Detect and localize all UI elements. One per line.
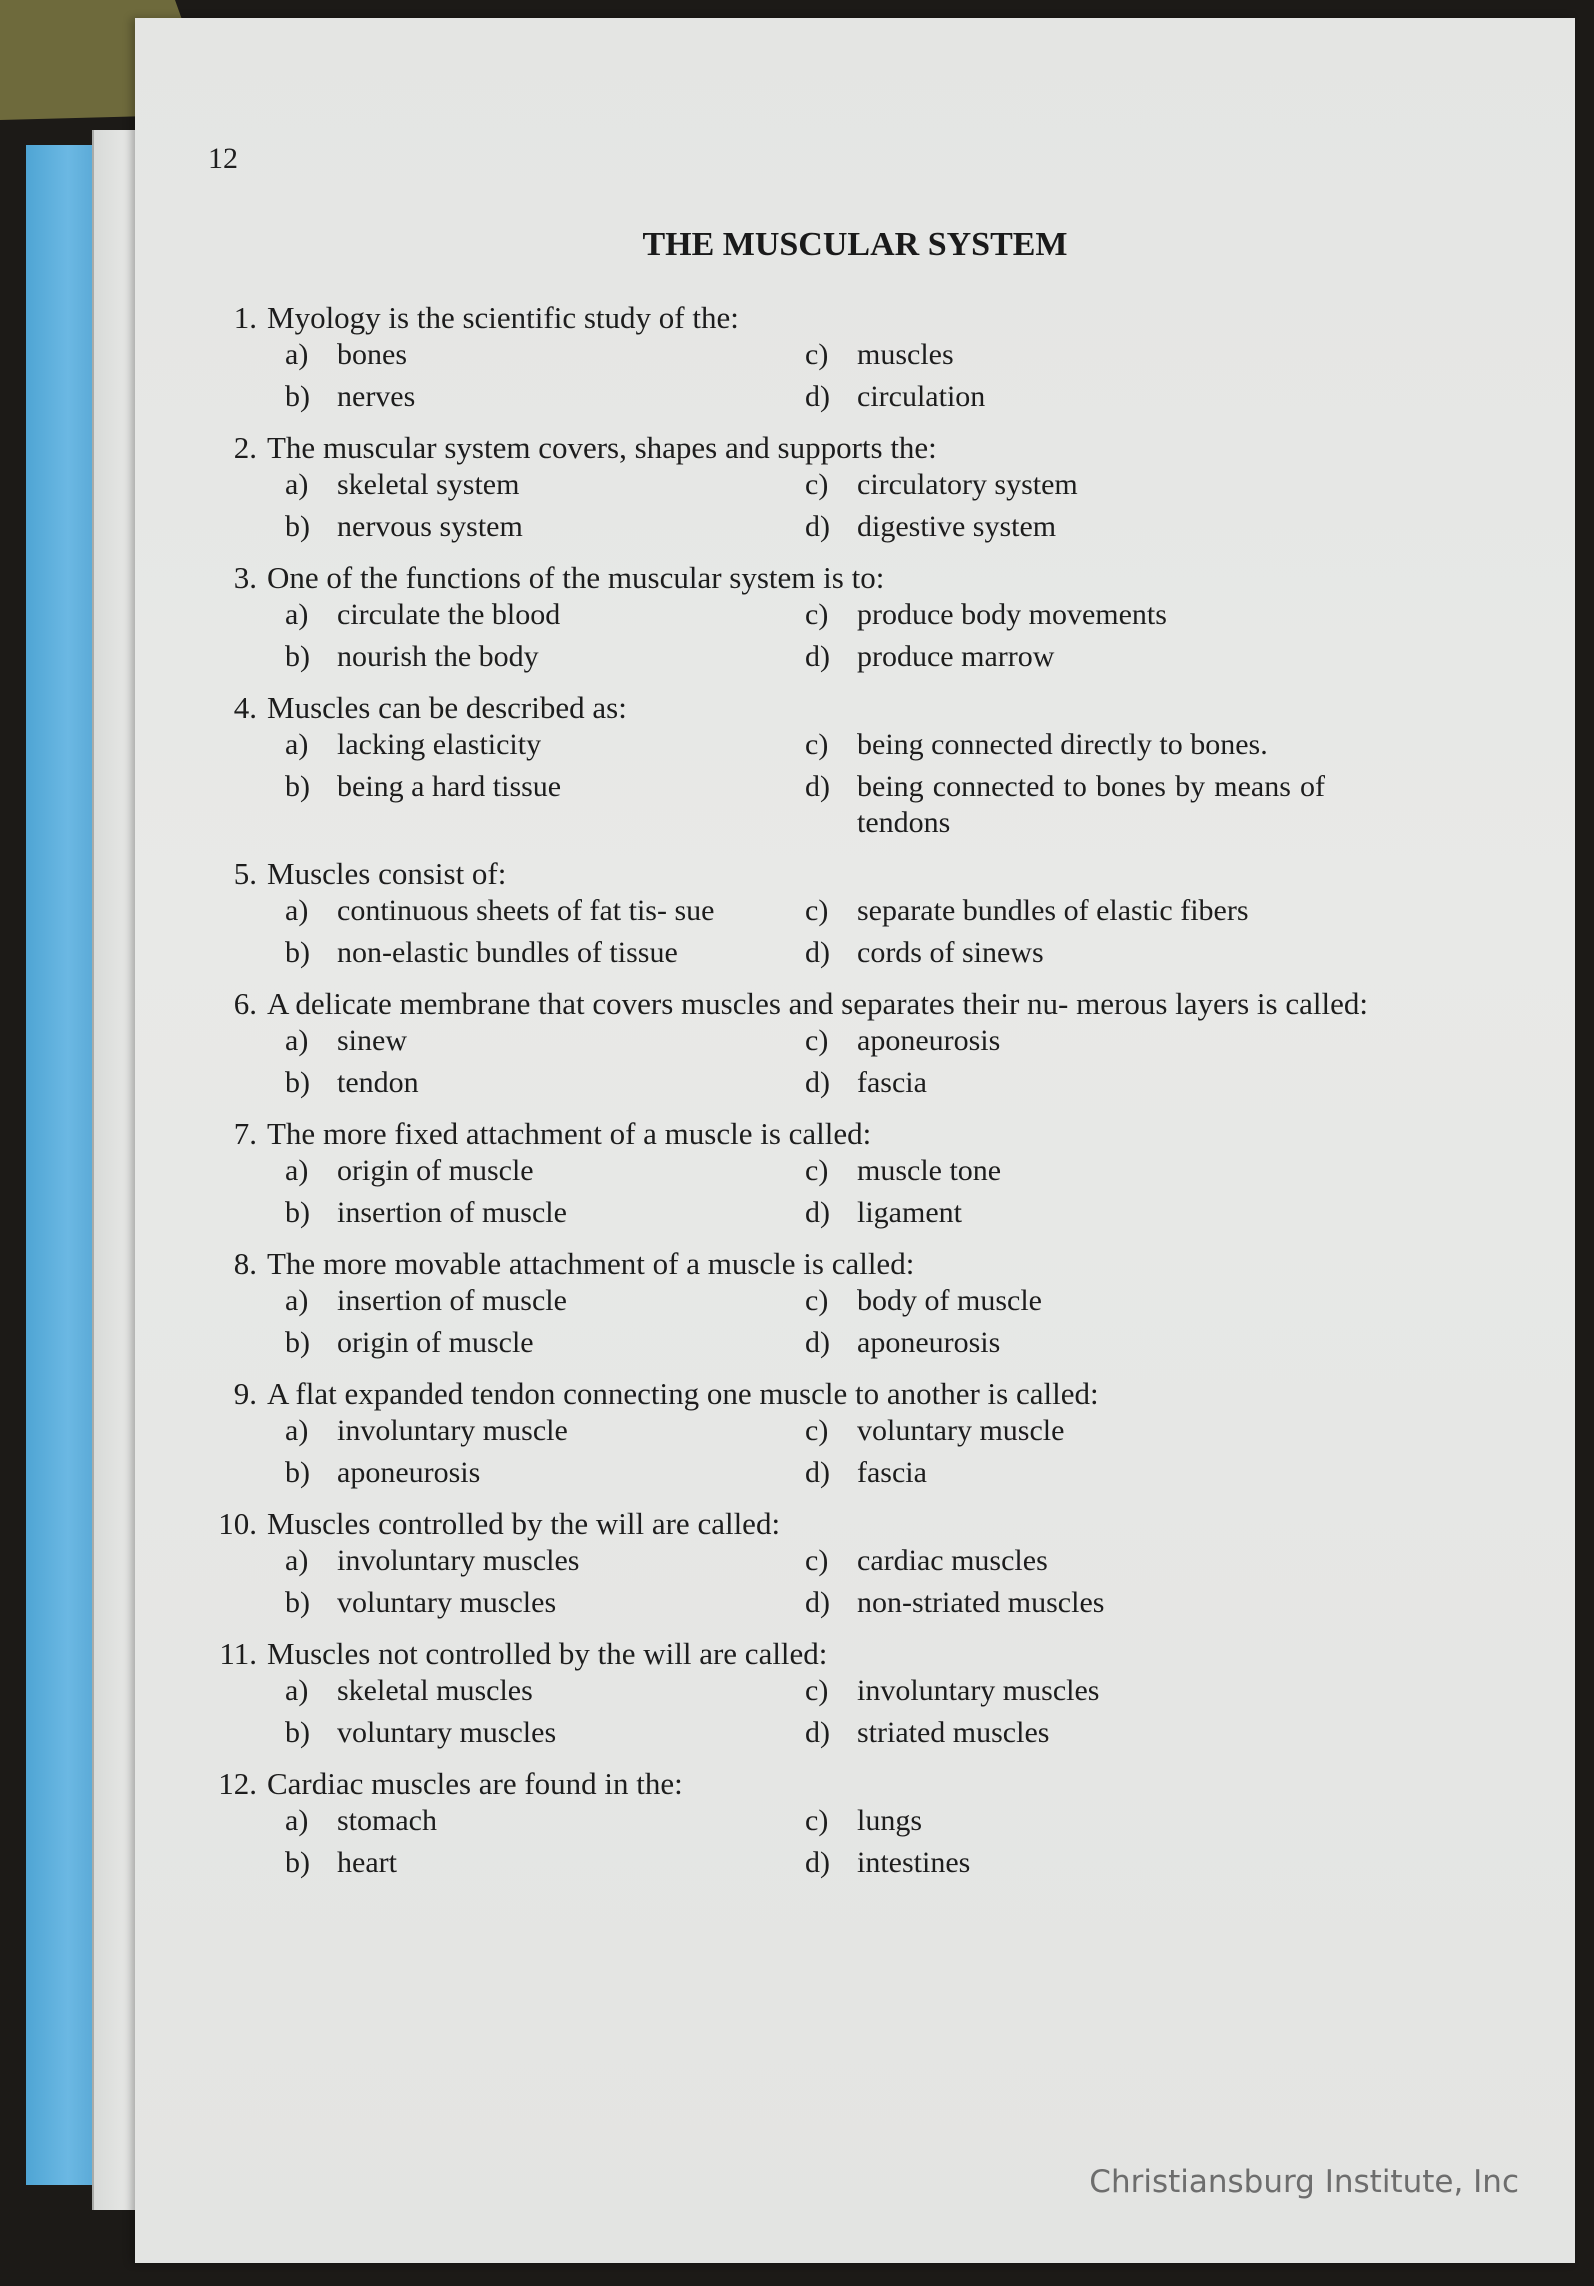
option-letter: a) [285, 1804, 309, 1837]
option-letter: c) [805, 1414, 829, 1447]
option-text: origin of muscle [337, 1154, 534, 1187]
question-1 [205, 299, 1415, 421]
question-number: 2. [233, 430, 257, 465]
option-text: circulate the blood [337, 598, 561, 631]
question-stem [205, 985, 1415, 1023]
question-text: A flat expanded tendon connecting one muscle to another is called: [267, 1376, 1099, 1411]
question-stem [205, 559, 1415, 597]
option-text: produce body movements [857, 598, 1167, 631]
answer-option [805, 727, 1325, 763]
answer-options [285, 1153, 1415, 1237]
answer-option [805, 1413, 1325, 1449]
option-text: cords of sinews [857, 936, 1044, 969]
answer-option [285, 467, 805, 503]
option-letter: c) [805, 1804, 829, 1837]
option-letter: c) [805, 1154, 829, 1187]
option-text: skeletal muscles [337, 1674, 533, 1707]
option-letter: d) [805, 1326, 830, 1359]
answer-options [285, 337, 1415, 421]
option-text: fascia [857, 1456, 927, 1489]
question-stem [205, 855, 1415, 893]
answer-option [285, 1413, 805, 1449]
option-text: bones [337, 338, 407, 371]
question-7 [205, 1115, 1415, 1237]
option-letter: c) [805, 338, 829, 371]
option-letter: c) [805, 598, 829, 631]
option-letter: b) [285, 380, 310, 413]
option-text: non-elastic bundles of tissue [337, 936, 678, 969]
question-6 [205, 985, 1415, 1107]
question-11 [205, 1635, 1415, 1757]
option-text: circulation [857, 380, 986, 413]
option-text: aponeurosis [857, 1326, 1001, 1359]
option-letter: b) [285, 1326, 310, 1359]
option-letter: d) [805, 770, 830, 803]
option-text: muscles [857, 338, 954, 371]
answer-option [285, 1455, 805, 1491]
option-letter: a) [285, 468, 309, 501]
question-number: 9. [233, 1376, 257, 1411]
option-letter: a) [285, 1154, 309, 1187]
option-text: cardiac muscles [857, 1544, 1048, 1577]
answer-option [285, 1153, 805, 1189]
answer-option [285, 1673, 805, 1709]
option-letter: d) [805, 1066, 830, 1099]
question-number: 4. [233, 690, 257, 725]
question-stem [205, 1375, 1415, 1413]
option-text: lungs [857, 1804, 923, 1837]
answer-option [285, 893, 805, 929]
option-letter: b) [285, 1586, 310, 1619]
option-letter: d) [805, 1846, 830, 1879]
option-text: ligament [857, 1196, 962, 1229]
option-text: skeletal system [337, 468, 520, 501]
option-text: aponeurosis [857, 1024, 1001, 1057]
book-spine-strip [26, 145, 96, 2185]
option-letter: a) [285, 1024, 309, 1057]
option-letter: b) [285, 1846, 310, 1879]
question-text: The muscular system covers, shapes and supports the: [267, 430, 937, 465]
option-letter: a) [285, 1284, 309, 1317]
option-text: separate bundles of elastic fibers [857, 894, 1249, 927]
option-text: involuntary muscles [337, 1544, 580, 1577]
answer-option [805, 597, 1325, 633]
question-list [205, 299, 1415, 1895]
page-title: THE MUSCULAR SYSTEM [642, 226, 1068, 263]
option-text: lacking elasticity [337, 728, 542, 761]
option-text: voluntary muscles [337, 1586, 557, 1619]
option-letter: c) [805, 1674, 829, 1707]
answer-option [805, 337, 1325, 373]
question-number: 11. [219, 1636, 257, 1671]
page-number: 12 [208, 142, 238, 175]
question-number: 12. [218, 1766, 257, 1801]
question-9 [205, 1375, 1415, 1497]
answer-option [805, 467, 1325, 503]
option-text: nervous system [337, 510, 523, 543]
answer-option [285, 337, 805, 373]
question-text: Muscles consist of: [267, 856, 507, 891]
answer-option [285, 1195, 805, 1231]
option-text: fascia [857, 1066, 927, 1099]
answer-option [805, 1023, 1325, 1059]
question-number: 5. [233, 856, 257, 891]
answer-option [805, 639, 1325, 675]
answer-option [285, 1325, 805, 1361]
question-text: Muscles not controlled by the will are called: [267, 1636, 828, 1671]
answer-options [285, 893, 1415, 977]
answer-option [285, 639, 805, 675]
question-stem [205, 1115, 1415, 1153]
option-text: involuntary muscles [857, 1674, 1100, 1707]
option-letter: d) [805, 936, 830, 969]
answer-option [285, 769, 805, 841]
question-4 [205, 689, 1415, 847]
answer-option [285, 1845, 805, 1881]
question-text: One of the functions of the muscular system is to: [267, 560, 885, 595]
option-text: voluntary muscles [337, 1716, 557, 1749]
option-letter: d) [805, 640, 830, 673]
option-letter: a) [285, 894, 309, 927]
answer-options [285, 467, 1415, 551]
option-text: tendon [337, 1066, 419, 1099]
option-letter: d) [805, 1586, 830, 1619]
option-text: aponeurosis [337, 1456, 481, 1489]
question-text: Cardiac muscles are found in the: [267, 1766, 683, 1801]
answer-option [285, 1543, 805, 1579]
answer-option [805, 1543, 1325, 1579]
option-text: stomach [337, 1804, 437, 1837]
option-letter: a) [285, 598, 309, 631]
question-text: Myology is the scientific study of the: [267, 300, 739, 335]
answer-options [285, 1673, 1415, 1757]
answer-option [805, 1455, 1325, 1491]
answer-option [805, 935, 1325, 971]
question-number: 6. [233, 986, 257, 1021]
answer-option [805, 1673, 1325, 1709]
option-letter: d) [805, 1196, 830, 1229]
option-letter: c) [805, 468, 829, 501]
answer-option [285, 935, 805, 971]
option-text: being connected to bones by means of tendons [857, 770, 1325, 839]
option-letter: a) [285, 1414, 309, 1447]
answer-option [805, 1195, 1325, 1231]
question-stem [205, 1245, 1415, 1283]
answer-option [805, 1065, 1325, 1101]
question-10 [205, 1505, 1415, 1627]
option-letter: c) [805, 1544, 829, 1577]
question-text: Muscles controlled by the will are called: [267, 1506, 781, 1541]
option-letter: d) [805, 380, 830, 413]
option-text: striated muscles [857, 1716, 1050, 1749]
question-number: 10. [218, 1506, 257, 1541]
answer-option [805, 1803, 1325, 1839]
option-text: voluntary muscle [857, 1414, 1065, 1447]
answer-options [285, 1543, 1415, 1627]
question-5 [205, 855, 1415, 977]
question-number: 8. [233, 1246, 257, 1281]
option-text: sinew [337, 1024, 407, 1057]
answer-option [285, 597, 805, 633]
answer-option [805, 1845, 1325, 1881]
answer-option [805, 1585, 1325, 1621]
option-letter: d) [805, 1456, 830, 1489]
answer-option [805, 379, 1325, 415]
answer-option [285, 727, 805, 763]
option-letter: b) [285, 1196, 310, 1229]
question-8 [205, 1245, 1415, 1367]
question-text: The more fixed attachment of a muscle is called: [267, 1116, 872, 1151]
question-stem [205, 299, 1415, 337]
answer-option [285, 379, 805, 415]
option-text: continuous sheets of fat tis- sue [337, 894, 715, 927]
question-number: 1. [233, 300, 257, 335]
watermark: Christiansburg Institute, Inc [1089, 2164, 1519, 2200]
answer-options [285, 597, 1415, 681]
option-letter: b) [285, 1456, 310, 1489]
option-letter: b) [285, 770, 310, 803]
question-2 [205, 429, 1415, 551]
answer-option [805, 893, 1325, 929]
answer-option [285, 1585, 805, 1621]
option-letter: b) [285, 640, 310, 673]
option-letter: b) [285, 936, 310, 969]
answer-option [805, 1283, 1325, 1319]
option-text: being a hard tissue [337, 770, 562, 803]
option-text: heart [337, 1846, 397, 1879]
option-text: circulatory system [857, 468, 1078, 501]
question-number: 7. [233, 1116, 257, 1151]
question-stem [205, 1505, 1415, 1543]
option-text: insertion of muscle [337, 1284, 567, 1317]
option-letter: d) [805, 1716, 830, 1749]
answer-option [805, 1715, 1325, 1751]
question-text: A delicate membrane that covers muscles and separates their nu- merous layers is called: [267, 986, 1368, 1021]
answer-options [285, 1023, 1415, 1107]
option-text: origin of muscle [337, 1326, 534, 1359]
answer-option [285, 1023, 805, 1059]
option-text: produce marrow [857, 640, 1055, 673]
option-letter: a) [285, 1674, 309, 1707]
option-text: nourish the body [337, 640, 539, 673]
question-stem [205, 1635, 1415, 1673]
option-text: nerves [337, 380, 416, 413]
question-stem [205, 1765, 1415, 1803]
option-text: intestines [857, 1846, 971, 1879]
answer-option [805, 1325, 1325, 1361]
option-letter: a) [285, 338, 309, 371]
option-text: insertion of muscle [337, 1196, 567, 1229]
question-text: Muscles can be described as: [267, 690, 627, 725]
question-3 [205, 559, 1415, 681]
question-12 [205, 1765, 1415, 1887]
option-letter: b) [285, 1066, 310, 1099]
option-letter: b) [285, 510, 310, 543]
answer-options [285, 1413, 1415, 1497]
answer-options [285, 1803, 1415, 1887]
question-text: The more movable attachment of a muscle is called: [267, 1246, 915, 1281]
option-text: body of muscle [857, 1284, 1042, 1317]
answer-options [285, 1283, 1415, 1367]
question-stem [205, 689, 1415, 727]
option-text: muscle tone [857, 1154, 1002, 1187]
answer-option [805, 1153, 1325, 1189]
option-text: non-striated muscles [857, 1586, 1105, 1619]
option-letter: c) [805, 894, 829, 927]
answer-option [285, 1065, 805, 1101]
option-letter: a) [285, 1544, 309, 1577]
answer-option [805, 509, 1325, 545]
answer-option [285, 1715, 805, 1751]
answer-option [285, 1803, 805, 1839]
option-letter: b) [285, 1716, 310, 1749]
option-letter: c) [805, 1024, 829, 1057]
option-letter: c) [805, 1284, 829, 1317]
answer-option [285, 509, 805, 545]
answer-option [805, 769, 1325, 841]
option-text: digestive system [857, 510, 1057, 543]
option-letter: a) [285, 728, 309, 761]
option-text: involuntary muscle [337, 1414, 568, 1447]
question-number: 3. [233, 560, 257, 595]
answer-option [285, 1283, 805, 1319]
option-text: being connected directly to bones. [857, 728, 1268, 761]
option-letter: d) [805, 510, 830, 543]
answer-options [285, 727, 1415, 847]
question-stem [205, 429, 1415, 467]
option-letter: c) [805, 728, 829, 761]
